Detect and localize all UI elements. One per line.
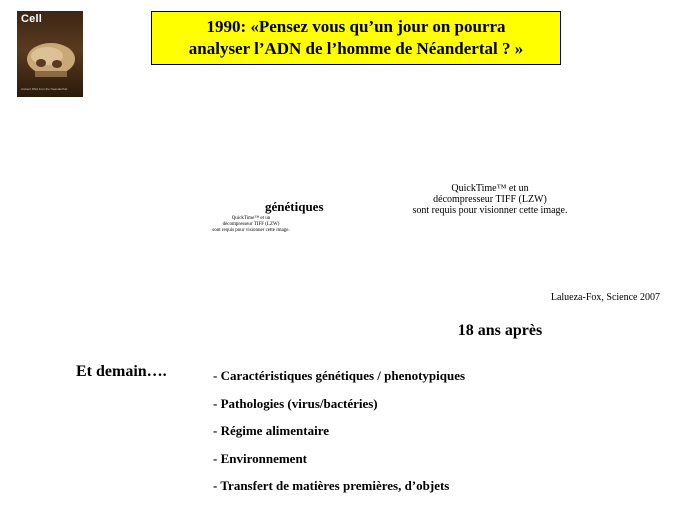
list-item: - Pathologies (virus/bactéries) [213, 395, 378, 411]
citation-credit: Lalueza-Fox, Science 2007 [550, 292, 660, 303]
list-item: - Transfert de matières premières, d’objets [213, 478, 450, 493]
cover-caption: Ancient DNA from the Neanderthal [21, 87, 68, 91]
list-item: - Régime alimentaire [213, 423, 329, 438]
years-later-heading: 18 ans après [457, 322, 543, 339]
list-item: - Caractéristiques génétiques / phenotypiques [213, 368, 466, 383]
qt-small-line-1: QuickTime™ et un [231, 216, 271, 221]
title-line-2: analyser l’ADN de l’homme de Néandertal ? » [188, 39, 524, 58]
qt-large-line-2: décompresseur TIFF (LZW) [433, 194, 547, 205]
title-box [151, 11, 561, 65]
skull-icon [25, 39, 77, 79]
future-topics-list [213, 368, 465, 506]
quicktime-placeholder-small [186, 216, 316, 234]
qt-small-line-2: décompresseur TIFF (LZW) [222, 222, 280, 227]
cell-journal-cover [17, 11, 83, 97]
demain-heading: Et demain…. [76, 363, 167, 380]
qt-large-line-3: sont requis pour visionner cette image. [412, 205, 568, 216]
cell-logo: Cell [21, 13, 42, 25]
quicktime-placeholder-large [360, 183, 620, 216]
qt-large-line-1: QuickTime™ et un [451, 183, 529, 194]
title-line-1: 1990: «Pensez vous qu’un jour on pourra [206, 17, 506, 36]
genetics-label: génétiques [265, 199, 324, 214]
list-item: - Environnement [213, 450, 308, 466]
qt-small-line-3: sont requis pour visionner cette image. [212, 228, 290, 233]
